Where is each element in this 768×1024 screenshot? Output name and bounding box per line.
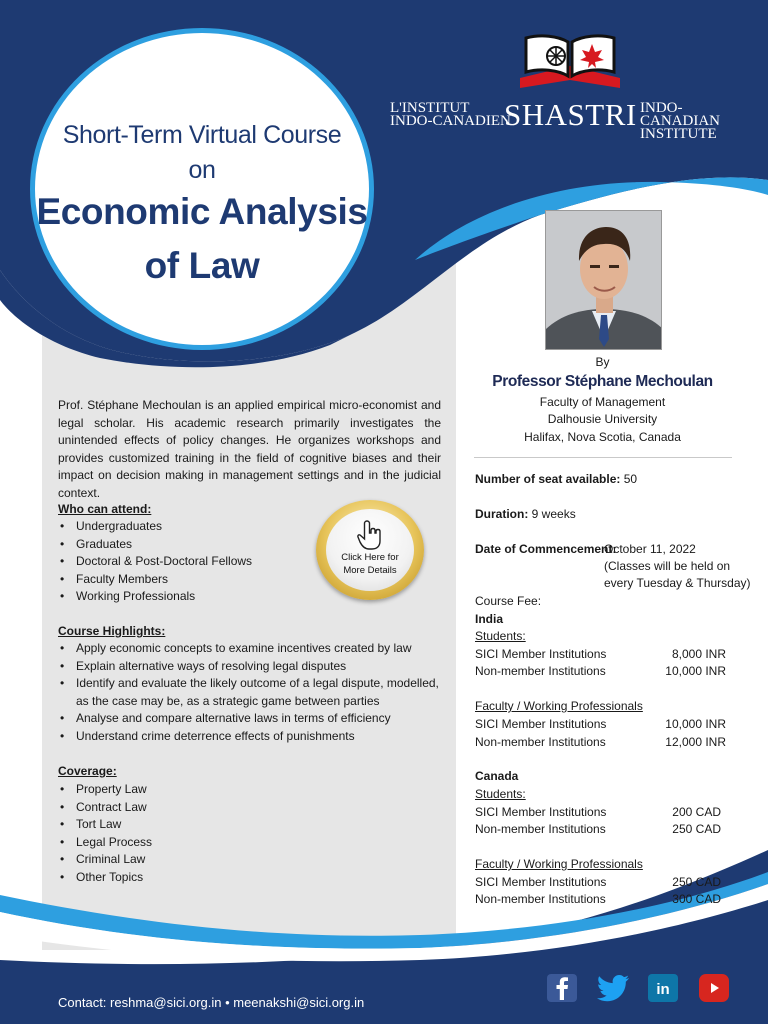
facebook-icon[interactable] [547,974,577,1002]
fee-row-label: Non-member Institutions [475,735,606,749]
fee-row-label: SICI Member Institutions [475,717,607,731]
list-item: • Criminal Law [60,852,146,866]
coverage-heading: Coverage: [58,764,117,778]
fee-row-amount: 10,000 INR [665,717,726,731]
pointer-hand-icon [356,519,384,551]
fee-row-amount: 8,000 INR [671,647,726,661]
institute-name [388,97,760,142]
course-title-continued: of Law [144,245,260,286]
list-item: • Apply economic concepts to examine incentives created by law [60,641,412,655]
list-item: • Explain alternative ways of resolving legal disputes [60,658,347,673]
course-type-title: Short-Term Virtual Course [62,121,342,149]
shastri-logo-icon [516,30,624,92]
list-item: • Contract Law [60,799,147,814]
professor-university: Dalhousie University [547,412,658,426]
fee-group-faculty: Faculty / Working Professionals [475,857,643,871]
list-item: • Identify and evaluate the likely outcome of a legal dispute, modelled, as the case may be, as a strategic game between parties [60,676,439,708]
list-item: • Analyse and compare alternative laws in terms of efficiency [60,711,391,725]
contact-info[interactable]: Contact: reshma@sici.org.in • meenakshi@sici.org.in [58,995,365,1010]
fee-region-india: India [475,612,504,626]
institute-name-main: SHASTRI [504,97,637,132]
professor-department: Faculty of Management [539,395,666,409]
who-can-attend-heading: Who can attend: [58,502,152,516]
divider [474,457,732,458]
fee-row-amount: 250 CAD [672,822,721,836]
youtube-icon[interactable] [699,974,729,1002]
commencement-note: every Tuesday & Thursday) [604,576,751,590]
coverage-list [58,781,448,886]
fee-group-faculty: Faculty / Working Professionals [475,699,643,713]
course-fee-label: Course Fee: [475,594,542,608]
seats-available: Number of seat available: 50 [475,472,638,486]
svg-text:in: in [656,981,670,998]
title-connector: on [188,156,216,184]
more-details-button[interactable] [316,500,424,600]
fee-row-label: Non-member Institutions [475,892,606,906]
list-item: • Doctoral & Post-Doctoral Fellows [60,554,253,568]
list-item: • Legal Process [60,834,153,849]
institute-name-french: L'INSTITUT INDO-CANADIEN [390,100,511,129]
linkedin-icon[interactable] [648,974,678,1002]
list-item: • Tort Law [60,817,122,831]
course-title: Economic Analysis [36,191,368,232]
fee-row-label: Non-member Institutions [475,822,606,836]
fee-group-students: Students: [475,629,526,643]
list-item: • Working Professionals [60,589,196,603]
professor-bio: Prof. Stéphane Mechoulan is an applied empirical micro-economist and legal scholar. His academic research primarily investigates the unintended effects of policy changes. He organizes workshops and provides customized training in the field of cognitive biases and their impact on decision making in management settings and in the judicial context. [58,398,441,500]
professor-location: Halifax, Nova Scotia, Canada [524,430,681,444]
fee-region-canada: Canada [475,769,519,783]
list-item: • Graduates [60,536,133,551]
list-item: • Property Law [60,782,147,796]
fee-row-label: SICI Member Institutions [475,647,607,661]
fee-row-amount: 250 CAD [672,875,721,889]
fee-group-students: Students: [475,787,526,801]
list-item: • Other Topics [60,869,144,884]
fee-row-label: SICI Member Institutions [475,805,607,819]
fee-row-amount: 10,000 INR [665,664,726,678]
fee-row-amount: 300 CAD [672,892,721,906]
duration: Duration: 9 weeks [475,507,576,521]
title-circle [30,28,374,350]
twitter-icon[interactable] [597,974,627,1002]
fee-row-amount: 200 CAD [672,805,721,819]
commencement-note: (Classes will be held on [604,559,731,573]
by-label: By [595,355,610,369]
fee-row-amount: 12,000 INR [665,735,726,749]
list-item: • Undergraduates [60,519,163,533]
professor-name: Professor Stéphane Mechoulan [492,373,713,390]
list-item: • Faculty Members [60,571,169,586]
course-highlights-heading: Course Highlights: [58,624,166,638]
more-details-button-face[interactable] [326,509,414,591]
fee-row-label: SICI Member Institutions [475,875,607,889]
institute-name-english: INDO-CANADIAN INSTITUTE [640,100,720,142]
professor-photo [545,210,662,350]
commencement-label: Date of Commencement: [475,542,617,556]
list-item: • Understand crime deterrence effects of punishments [60,728,355,743]
commencement-date: October 11, 2022 [604,542,696,556]
course-highlights-list [58,640,443,745]
more-details-label[interactable]: Click Here for More Details [341,552,399,576]
fee-row-label: Non-member Institutions [475,664,606,678]
